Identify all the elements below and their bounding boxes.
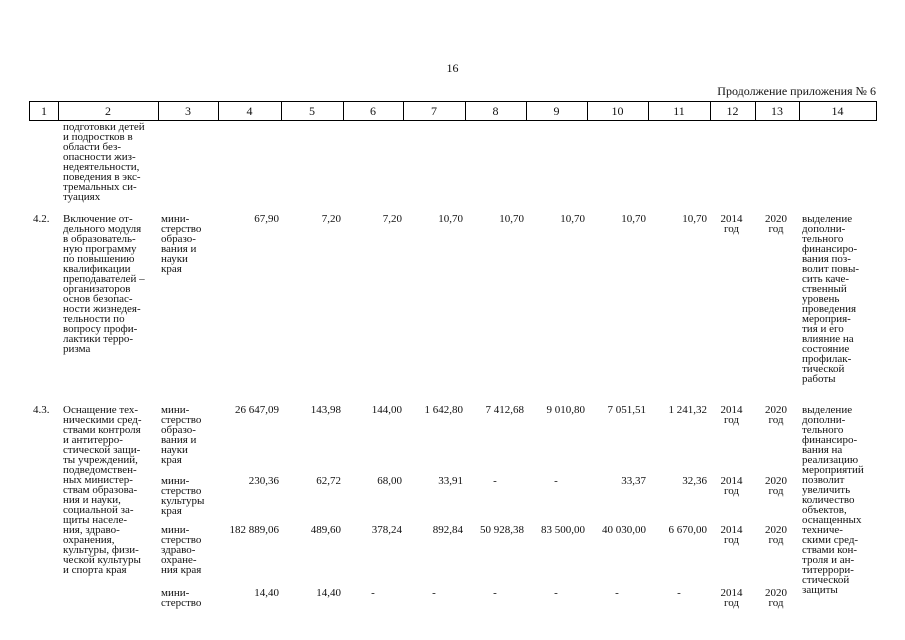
value-2019: 10,70 — [621, 213, 646, 225]
col-header: 2 — [105, 104, 111, 118]
start-year: 2014 год — [720, 587, 743, 609]
col-header: 14 — [831, 104, 844, 118]
col-header: 7 — [431, 104, 437, 118]
executor: мини- стерство здраво- охране- ния края — [161, 524, 202, 576]
value-2017: 50 928,38 — [480, 524, 524, 536]
table-header — [29, 101, 877, 121]
value-2015: - — [371, 587, 375, 599]
expected-result: выделение дополни- тельного финансиро- вания на реализацию мероприятий позволит увеличить количество объектов, оснащенных техниче- скими сред- ствами кон- троля и ан- титеррори- стической защиты — [802, 404, 864, 596]
start-year: 2014 год — [720, 213, 743, 235]
value-2014: 489,60 — [310, 524, 341, 536]
value-total: 182 889,06 — [229, 524, 279, 536]
value-2018: - — [554, 475, 558, 487]
col-header: 9 — [553, 104, 560, 118]
value-2019: 7 051,51 — [607, 404, 646, 416]
executor: мини- стерство образо- вания и науки края — [161, 404, 202, 466]
value-2020: 32,36 — [682, 475, 707, 487]
end-year: 2020 год — [765, 587, 787, 609]
end-year: 2020 год — [765, 404, 787, 426]
value-2020: - — [677, 587, 681, 599]
col-header: 13 — [771, 104, 783, 118]
start-year: 2014 год — [720, 475, 743, 497]
value-2014: 7,20 — [321, 213, 341, 225]
col-header: 4 — [246, 104, 253, 118]
col-header: 5 — [309, 104, 315, 118]
start-year: 2014 год — [720, 524, 743, 546]
value-2016: 33,91 — [438, 475, 463, 487]
col-header: 11 — [673, 104, 685, 118]
col-header: 8 — [492, 104, 499, 118]
value-2018: - — [554, 587, 558, 599]
value-2019: - — [615, 587, 619, 599]
measure-name: Оснащение тех- ническими сред- ствами контроля и антитерро- стической защи- ты учреждений, подведомствен- ных министер- ствам образова- ния и науки, социальной за- щиты населе- ния, здраво- охранения, культуры, физи- ческой культуры и спорта края — [63, 404, 142, 576]
col-header: 12 — [726, 104, 739, 118]
col-header: 1 — [41, 104, 47, 118]
start-year: 2014 год — [720, 404, 743, 426]
end-year: 2020 год — [765, 213, 787, 235]
measure-name: Включение от- дельного модуля в образователь- ную программу по повышению квалификации преподавателей – организаторов основ безопас- ности жизнедея- тельности по вопросу профи- лактики терро- ризма — [63, 213, 145, 355]
value-2014: 14,40 — [316, 587, 341, 599]
value-total: 67,90 — [254, 213, 279, 225]
value-2017: 10,70 — [499, 213, 524, 225]
executor: мини- стерство — [161, 587, 202, 609]
continuation-label: Продолжение приложения № 6 — [717, 84, 876, 98]
executor: мини- стерство образо- вания и науки края — [161, 213, 202, 275]
page-number: 16 — [446, 61, 459, 75]
value-2015: 68,00 — [377, 475, 402, 487]
value-2015: 378,24 — [371, 524, 402, 536]
value-2019: 33,37 — [621, 475, 646, 487]
value-2019: 40 030,00 — [602, 524, 646, 536]
value-2015: 7,20 — [382, 213, 402, 225]
value-2020: 6 670,00 — [668, 524, 707, 536]
value-total: 14,40 — [254, 587, 279, 599]
row-number: 4.2. — [33, 213, 50, 225]
value-2014: 62,72 — [316, 475, 341, 487]
value-2015: 144,00 — [371, 404, 402, 416]
col-header: 6 — [370, 104, 376, 118]
end-year: 2020 год — [765, 475, 787, 497]
row-number: 4.3. — [33, 404, 50, 416]
value-total: 26 647,09 — [235, 404, 279, 416]
value-2020: 10,70 — [682, 213, 707, 225]
value-2016: 892,84 — [432, 524, 463, 536]
value-total: 230,36 — [248, 475, 279, 487]
value-2017: - — [493, 475, 497, 487]
end-year: 2020 год — [765, 524, 787, 546]
value-2017: - — [493, 587, 497, 599]
value-2016: - — [432, 587, 436, 599]
value-2016: 1 642,80 — [424, 404, 463, 416]
value-2018: 9 010,80 — [546, 404, 585, 416]
value-2017: 7 412,68 — [485, 404, 524, 416]
expected-result: выделение дополни- тельного финансиро- вания поз- волит повы- сить каче- ственный уровень проведения мероприя- тия и его влияние на состояние профилак- тической работы — [802, 213, 860, 385]
value-2020: 1 241,32 — [668, 404, 707, 416]
value-2018: 83 500,00 — [541, 524, 585, 536]
value-2016: 10,70 — [438, 213, 463, 225]
value-2018: 10,70 — [560, 213, 585, 225]
carry-over-name: подготовки детей и подростков в области без- опасности жиз- недеятельности, поведения в экс- тремальных си- туациях — [63, 121, 145, 203]
value-2014: 143,98 — [310, 404, 341, 416]
col-header: 3 — [185, 104, 191, 118]
executor: мини- стерство культуры края — [161, 475, 205, 517]
col-header: 10 — [611, 104, 624, 118]
